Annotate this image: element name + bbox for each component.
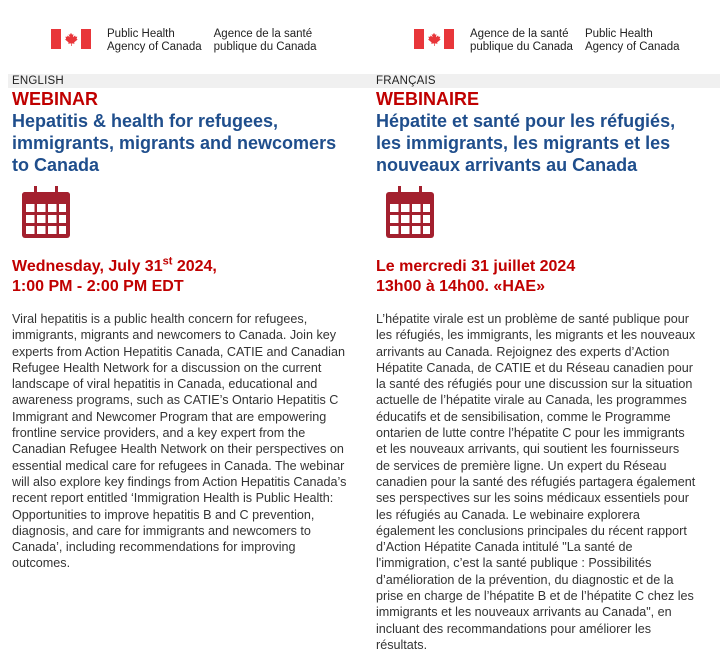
description-line: landscape of viral hepatitis in Canada, educational and: [12, 377, 318, 392]
language-label-french: FRANÇAIS: [376, 75, 436, 87]
description-line: frontline service providers, and a key expert from the: [12, 426, 306, 441]
event-date: Le mercredi 31 juillet 2024 13h00 à 14h00. «HAE»: [376, 257, 726, 297]
description-line: actuelle de l’hépatite virale au Canada, les programmes: [376, 393, 687, 408]
french-column: [376, 88, 726, 653]
phac-logo-right: [414, 28, 680, 54]
english-column: [12, 88, 362, 572]
description-line: arrivants au Canada. Rejoignez des experts d’Action: [376, 344, 670, 359]
description-line: prise en charge de l’hépatite B et de l’hépatite C chez les: [376, 589, 694, 604]
description-line: les réfugiés, les immigrants, les migrants et les nouveaux: [376, 328, 696, 343]
event-date: Wednesday, July 31st 2024, 1:00 PM - 2:00 PM EDT: [12, 257, 362, 297]
description-line: et les nouveaux arrivants, qui soutient les fournisseurs: [376, 442, 680, 457]
description-line: de services de première ligne. Un expert du Réseau: [376, 458, 667, 473]
description-line: immigrants, migrants and newcomers to Canada. Join key: [12, 328, 337, 343]
description-line: recent report entitled ‘Immigration Health is Public Health:: [12, 491, 334, 506]
calendar-icon: [22, 186, 70, 238]
phac-logo-left: [51, 28, 317, 54]
description-line: Canada’, including recommendations for improving: [12, 540, 296, 555]
calendar-icon: [386, 186, 434, 238]
wordmark-en: Public Health Agency of Canada: [107, 28, 202, 53]
description-line: la santé des réfugiés pour une discussion sur la situation: [376, 377, 693, 392]
wordmark-en: Public Health Agency of Canada: [584, 28, 680, 53]
event-time: 1:00 PM - 2:00 PM EDT: [12, 278, 184, 295]
description-line: également les conclusions principales du récent rapport: [376, 523, 687, 538]
description-line: immigrants et les nouveaux arrivants au Canada", en: [376, 605, 672, 620]
description: [376, 311, 726, 653]
description: [12, 311, 362, 572]
wordmark-fr: Agence de la santé publique du Canada: [470, 28, 573, 53]
description-line: incluant des recommandations pour améliorer les: [376, 621, 652, 636]
description-line: Canadian Refugee Health Network on their perspectives on: [12, 442, 344, 457]
description-line: ontarien de lutte contre l’hépatite C pour les immigrants: [376, 426, 685, 441]
description-line: Immigrant and Newcomer Program that are empowering: [12, 409, 327, 424]
description-line: essential medical care for refugees in Canada. The webinar: [12, 458, 345, 473]
description-line: Opportunities to improve hepatitis B and C prevention,: [12, 507, 315, 522]
description-line: will also explore key findings from Action Hepatitis Canada’s: [12, 474, 347, 489]
wordmark-fr: Agence de la santé publique du Canada: [213, 28, 317, 53]
canada-flag-icon: [414, 29, 454, 49]
language-label-english: ENGLISH: [12, 75, 64, 87]
canada-flag-icon: [51, 29, 91, 49]
webinar-kicker: WEBINAR: [12, 89, 98, 109]
webinar-title: Hépatite et santé pour les réfugiés, les immigrants, les migrants et les nouveaux arrivants au Canada: [376, 111, 676, 175]
webinar-kicker: WEBINAIRE: [376, 89, 479, 109]
event-time: 13h00 à 14h00. «HAE»: [376, 278, 545, 295]
description-line: résultats.: [376, 637, 428, 652]
description-line: experts from Action Hepatitis Canada, CATIE and Canadian: [12, 344, 345, 359]
description-line: outcomes.: [12, 556, 71, 571]
description-line: d’amélioration de la prévention, du diagnostic et de la: [376, 572, 674, 587]
description-line: les réfugiés au Canada. Le webinaire explorera: [376, 507, 640, 522]
description-line: awareness programs, such as CATIE’s Ontario Hepatitis C: [12, 393, 339, 408]
description-line: ses perspectives sur les soins médicaux essentiels pour: [376, 491, 689, 506]
description-line: Hépatite Canada, de CATIE et du Réseau canadien pour: [376, 360, 693, 375]
description-line: Refugee Health Network for a discussion on the current: [12, 360, 322, 375]
description-line: Viral hepatitis is a public health concern for refugees,: [12, 312, 308, 326]
description-line: éducatifs et de sensibilisation, comme le Programme: [376, 409, 671, 424]
description-line: l'immigration, c’est la santé publique : Possibilités: [376, 556, 652, 571]
webinar-title: Hepatitis & health for refugees, immigrants, migrants and newcomers to Canada: [12, 111, 337, 175]
description-line: canadien pour la santé des réfugiés partagera également: [376, 474, 696, 489]
description-line: L’hépatite virale est un problème de santé publique pour: [376, 312, 689, 326]
description-line: d’Action Hépatite Canada intitulé "La santé de: [376, 540, 633, 555]
description-line: diagnosis, and care for immigrants and newcomers to: [12, 523, 311, 538]
language-bar: [8, 74, 720, 88]
